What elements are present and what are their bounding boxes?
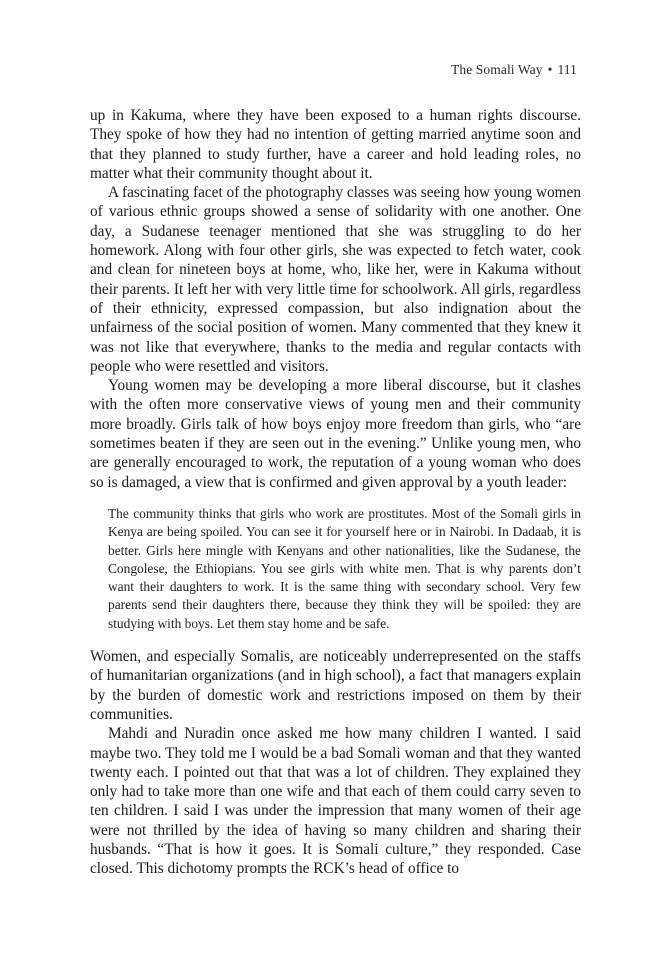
paragraph-5: Mahdi and Nuradin once asked me how many children I wanted. I said maybe two. They told me I would be a bad Somali woman and that they wanted twenty each. I pointed out that that was a lot of children. They explained they only had to take more than one wife and that each of them could carry seven to ten children. I said I was under the impression that many women of their age were not thrilled by the idea of having so many children and sharing their husbands. “That is how it goes. It is Somali culture,” they responded. Case closed. This dichotomy prompts the RCK’s head of office to	[90, 725, 581, 878]
block-quote: The community thinks that girls who work are prostitutes. Most of the Somali girls in Kenya are being spoiled. You can see it for yourself here or in Nairobi. In Dadaab, it is better. Girls here mingle with Kenyans and other nationalities, like the Sudanese, the Congolese, the Ethiopians. You see girls with white men. That is why parents don’t want their daughters to work. It is the same thing with secondary school. Very few parents send their daughters there, because they think they will be spoiled: they are studying with boys. Let them stay home and be safe.	[108, 505, 581, 631]
paragraph-3: Young women may be developing a more liberal discourse, but it clashes with the often more conservative views of young men and their community more broadly. Girls talk of how boys enjoy more freedom than girls, who “are sometimes beaten if they are seen out in the evening.” Unlike young men, who are generally encouraged to work, the reputation of a young woman who does so is damaged, a view that is confirmed and given approval by a youth leader:	[90, 377, 581, 491]
running-head-title: The Somali Way	[451, 62, 543, 77]
paragraph-4: Women, and especially Somalis, are noticeably underrepresented on the staffs of humanitarian organizations (and in high school), a fact that managers explain by the burden of domestic work and restrictions imposed on them by their communities.	[90, 648, 581, 723]
paragraph-1: up in Kakuma, where they have been exposed to a human rights discourse. They spoke of how they had no intention of getting married anytime soon and that they planned to study further, have a career and hold leading roles, no matter what their community thought about it.	[90, 107, 581, 182]
main-text	[90, 106, 581, 879]
paragraph-2: A fascinating facet of the photography classes was seeing how young women of various ethnic groups showed a sense of solidarity with one another. One day, a Sudanese teenager mentioned that she was struggling to do her homework. Along with four other girls, she was expected to fetch water, cook and clean for nineteen boys at home, who, like her, were in Kakuma without their parents. It left her with very little time for schoolwork. All girls, regardless of their ethnicity, expressed compassion, but also indignation about the unfairness of the social position of women. Many commented that they knew it was not like that everywhere, thanks to the media and regular contacts with people who were resettled and visitors.	[90, 184, 581, 375]
page-number: 111	[557, 62, 577, 77]
running-head	[451, 62, 577, 78]
running-head-separator: •	[547, 62, 553, 77]
